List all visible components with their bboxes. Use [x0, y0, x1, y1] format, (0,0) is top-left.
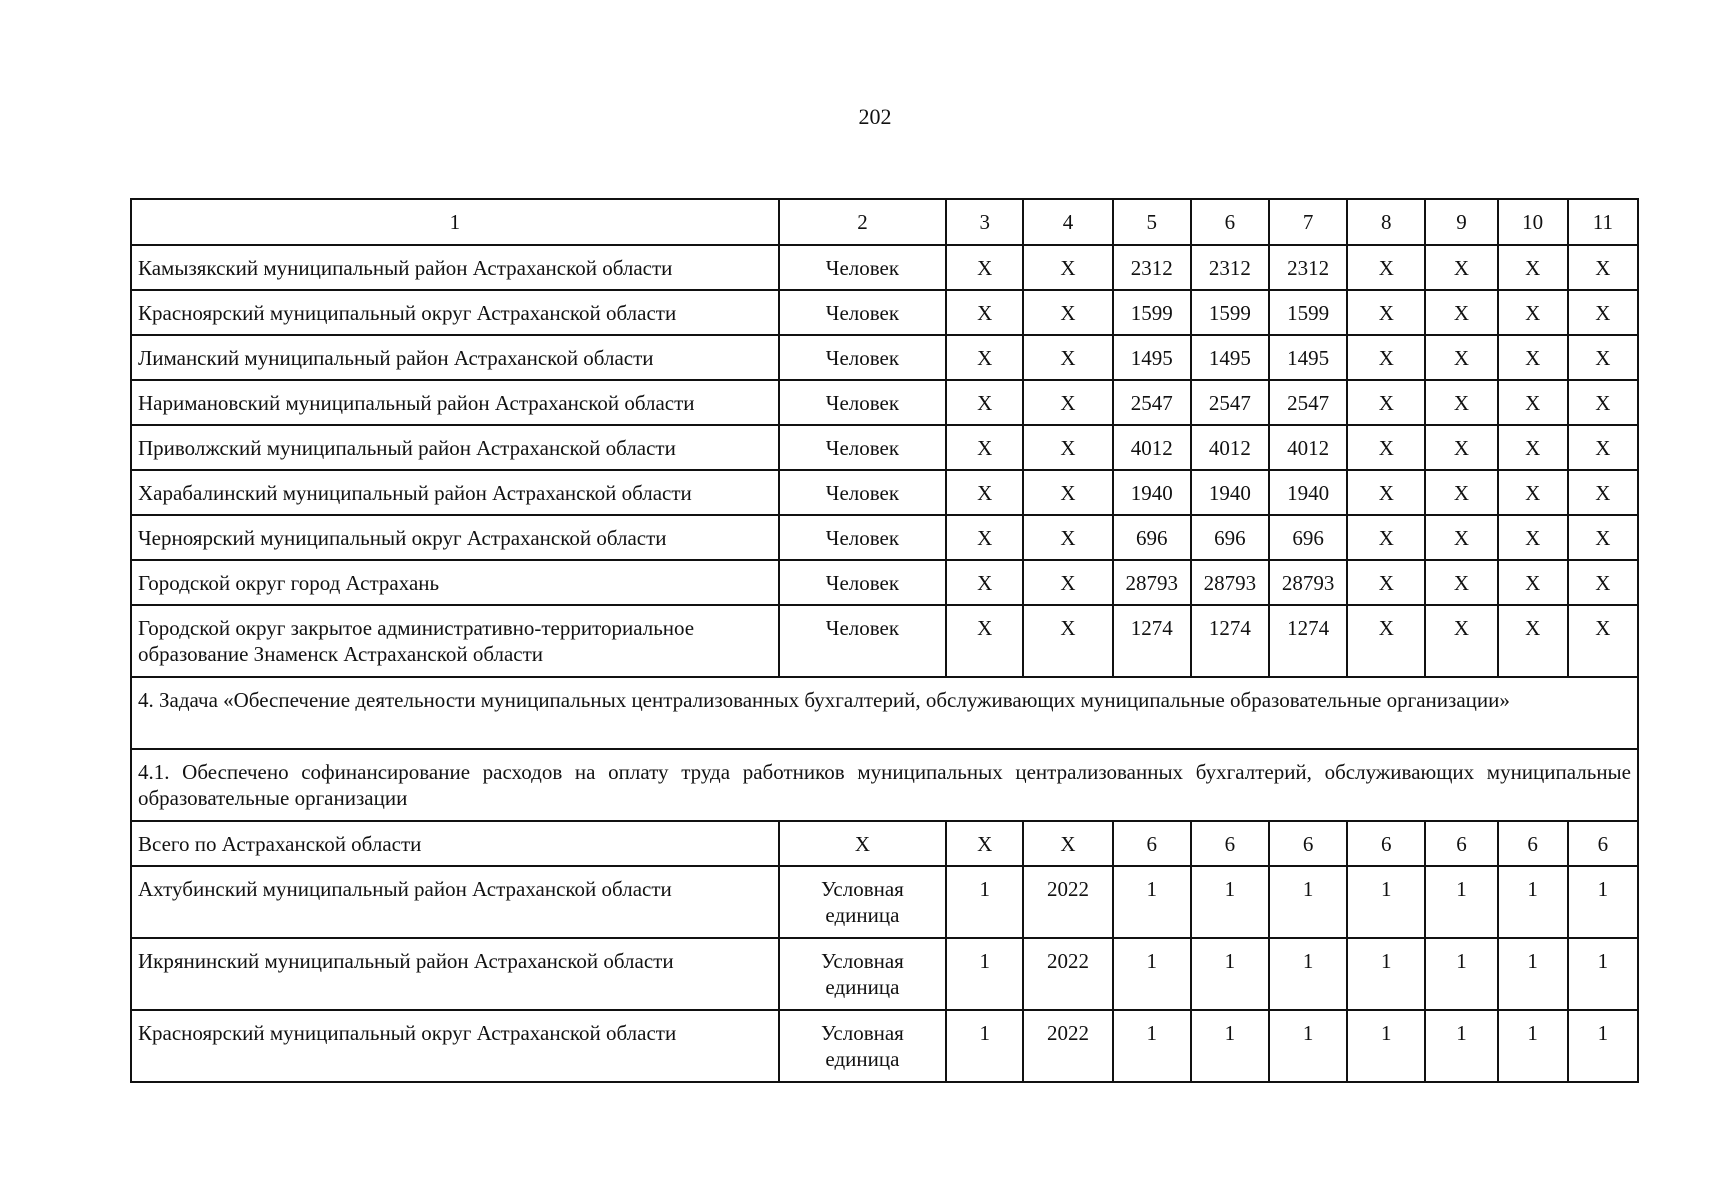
value-cell: 1274 — [1269, 605, 1347, 677]
table-row — [131, 425, 1638, 470]
unit-cell: Человек — [779, 470, 946, 515]
value-cell: 2312 — [1269, 245, 1347, 290]
value-cell: 2547 — [1191, 380, 1269, 425]
value-cell: 2022 — [1023, 866, 1112, 938]
territory-name: Черноярский муниципальный округ Астраханской области — [131, 515, 779, 560]
table-row — [131, 821, 1638, 866]
territory-name: Всего по Астраханской области — [131, 821, 779, 866]
value-cell: 28793 — [1113, 560, 1191, 605]
value-cell: 1 — [1269, 938, 1347, 1010]
value-cell: X — [1425, 560, 1497, 605]
value-cell: X — [1023, 335, 1112, 380]
result-heading-text: 4.1. Обеспечено софинансирование расходов на оплату труда работников муниципальных централизованных бухгалтерий, обслуживающих муниципальные образовательные организации — [131, 749, 1638, 821]
value-cell: X — [1347, 245, 1425, 290]
value-cell: 6 — [1568, 821, 1638, 866]
table-row — [131, 605, 1638, 677]
value-cell: 1495 — [1113, 335, 1191, 380]
value-cell: X — [1023, 470, 1112, 515]
header-cell: 7 — [1269, 199, 1347, 245]
value-cell: 4012 — [1269, 425, 1347, 470]
value-cell: X — [1347, 605, 1425, 677]
value-cell: X — [1498, 290, 1568, 335]
value-cell: X — [946, 821, 1023, 866]
value-cell: 1495 — [1269, 335, 1347, 380]
value-cell: 1940 — [1269, 470, 1347, 515]
value-cell: 1 — [1568, 938, 1638, 1010]
unit-cell: Человек — [779, 335, 946, 380]
value-cell: X — [1425, 380, 1497, 425]
value-cell: X — [946, 245, 1023, 290]
value-cell: 1 — [1568, 1010, 1638, 1082]
territory-name: Городской округ закрытое административно-территориальное образование Знаменск Астраханской области — [131, 605, 779, 677]
unit-cell: Человек — [779, 515, 946, 560]
table-row — [131, 515, 1638, 560]
value-cell: 2312 — [1191, 245, 1269, 290]
territory-name: Харабалинский муниципальный район Астраханской области — [131, 470, 779, 515]
header-cell: 5 — [1113, 199, 1191, 245]
value-cell: 1 — [1191, 938, 1269, 1010]
value-cell: 1599 — [1113, 290, 1191, 335]
value-cell: X — [1023, 821, 1112, 866]
value-cell: X — [1425, 515, 1497, 560]
value-cell: X — [1498, 425, 1568, 470]
unit-cell: Условная единица — [779, 938, 946, 1010]
value-cell: X — [1498, 470, 1568, 515]
value-cell: 1 — [946, 938, 1023, 1010]
territory-name: Красноярский муниципальный округ Астраханской области — [131, 1010, 779, 1082]
header-cell: 10 — [1498, 199, 1568, 245]
value-cell: X — [1347, 560, 1425, 605]
value-cell: X — [946, 605, 1023, 677]
value-cell: X — [1023, 290, 1112, 335]
territory-name: Наримановский муниципальный район Астраханской области — [131, 380, 779, 425]
value-cell: X — [1568, 335, 1638, 380]
table-row — [131, 866, 1638, 938]
value-cell: X — [1498, 560, 1568, 605]
value-cell: X — [946, 470, 1023, 515]
value-cell: X — [1568, 470, 1638, 515]
territory-name: Ахтубинский муниципальный район Астраханской области — [131, 866, 779, 938]
value-cell: 1 — [1347, 1010, 1425, 1082]
unit-cell: Условная единица — [779, 866, 946, 938]
value-cell: 1 — [1347, 866, 1425, 938]
value-cell: 1 — [1191, 866, 1269, 938]
value-cell: X — [1347, 515, 1425, 560]
value-cell: 1 — [1425, 866, 1497, 938]
value-cell: 1940 — [1113, 470, 1191, 515]
table-row — [131, 938, 1638, 1010]
unit-cell: Условная единица — [779, 1010, 946, 1082]
value-cell: X — [946, 290, 1023, 335]
value-cell: 6 — [1425, 821, 1497, 866]
value-cell: 28793 — [1269, 560, 1347, 605]
value-cell: 1940 — [1191, 470, 1269, 515]
value-cell: 1495 — [1191, 335, 1269, 380]
value-cell: X — [1568, 515, 1638, 560]
value-cell: 1 — [946, 1010, 1023, 1082]
territory-name: Приволжский муниципальный район Астраханской области — [131, 425, 779, 470]
value-cell: X — [1498, 605, 1568, 677]
task-heading-text: 4. Задача «Обеспечение деятельности муниципальных централизованных бухгалтерий, обслуживающих муниципальные образовательные организации» — [131, 677, 1638, 749]
value-cell: 1 — [1113, 938, 1191, 1010]
value-cell: X — [946, 425, 1023, 470]
value-cell: 1 — [1568, 866, 1638, 938]
territory-name: Камызякский муниципальный район Астраханской области — [131, 245, 779, 290]
value-cell: 696 — [1269, 515, 1347, 560]
unit-cell: X — [779, 821, 946, 866]
table-row — [131, 290, 1638, 335]
value-cell: X — [1347, 335, 1425, 380]
value-cell: 28793 — [1191, 560, 1269, 605]
page-number: 202 — [858, 104, 892, 129]
header-cell: 6 — [1191, 199, 1269, 245]
header-cell: 9 — [1425, 199, 1497, 245]
header-cell: 3 — [946, 199, 1023, 245]
value-cell: 6 — [1498, 821, 1568, 866]
table-row — [131, 380, 1638, 425]
value-cell: 2312 — [1113, 245, 1191, 290]
value-cell: 2022 — [1023, 1010, 1112, 1082]
territory-name: Лиманский муниципальный район Астраханской области — [131, 335, 779, 380]
value-cell: 1 — [1498, 1010, 1568, 1082]
value-cell: 4012 — [1191, 425, 1269, 470]
value-cell: 1274 — [1191, 605, 1269, 677]
value-cell: 1 — [1498, 938, 1568, 1010]
value-cell: X — [1568, 245, 1638, 290]
value-cell: X — [1425, 245, 1497, 290]
territory-name: Городской округ город Астрахань — [131, 560, 779, 605]
value-cell: X — [1568, 425, 1638, 470]
value-cell: X — [1568, 290, 1638, 335]
value-cell: 696 — [1191, 515, 1269, 560]
value-cell: 1 — [1425, 938, 1497, 1010]
value-cell: 696 — [1113, 515, 1191, 560]
value-cell: X — [1498, 515, 1568, 560]
value-cell: 1599 — [1269, 290, 1347, 335]
header-cell: 4 — [1023, 199, 1112, 245]
value-cell: X — [1568, 605, 1638, 677]
value-cell: 1 — [1191, 1010, 1269, 1082]
table-row — [131, 245, 1638, 290]
value-cell: 1 — [946, 866, 1023, 938]
value-cell: X — [946, 335, 1023, 380]
value-cell: X — [1498, 380, 1568, 425]
territory-name: Красноярский муниципальный округ Астраханской области — [131, 290, 779, 335]
value-cell: 1 — [1113, 1010, 1191, 1082]
value-cell: 2547 — [1269, 380, 1347, 425]
value-cell: X — [1425, 470, 1497, 515]
unit-cell: Человек — [779, 245, 946, 290]
value-cell: X — [1347, 290, 1425, 335]
value-cell: 1 — [1269, 866, 1347, 938]
value-cell: X — [1568, 380, 1638, 425]
territory-name: Икрянинский муниципальный район Астраханской области — [131, 938, 779, 1010]
table-row — [131, 560, 1638, 605]
value-cell: 6 — [1347, 821, 1425, 866]
table-row — [131, 335, 1638, 380]
value-cell: 1599 — [1191, 290, 1269, 335]
value-cell: X — [1498, 335, 1568, 380]
value-cell: X — [1425, 290, 1497, 335]
value-cell: X — [1347, 425, 1425, 470]
value-cell: X — [1347, 470, 1425, 515]
column-number-header — [131, 199, 1638, 245]
unit-cell: Человек — [779, 290, 946, 335]
value-cell: X — [1425, 335, 1497, 380]
value-cell: X — [1023, 425, 1112, 470]
value-cell: X — [1568, 560, 1638, 605]
value-cell: 1 — [1425, 1010, 1497, 1082]
value-cell: 1 — [1347, 938, 1425, 1010]
header-cell: 8 — [1347, 199, 1425, 245]
value-cell: 6 — [1269, 821, 1347, 866]
value-cell: 6 — [1191, 821, 1269, 866]
value-cell: 1274 — [1113, 605, 1191, 677]
task-heading — [131, 677, 1638, 749]
value-cell: 1 — [1113, 866, 1191, 938]
table-row — [131, 1010, 1638, 1082]
header-cell: 1 — [131, 199, 779, 245]
header-cell: 2 — [779, 199, 946, 245]
value-cell: X — [1023, 515, 1112, 560]
unit-cell: Человек — [779, 560, 946, 605]
table-row — [131, 470, 1638, 515]
value-cell: 2022 — [1023, 938, 1112, 1010]
value-cell: X — [1023, 560, 1112, 605]
value-cell: X — [1023, 605, 1112, 677]
value-cell: X — [946, 515, 1023, 560]
value-cell: 6 — [1113, 821, 1191, 866]
value-cell: 1 — [1498, 866, 1568, 938]
value-cell: X — [1023, 245, 1112, 290]
value-cell: X — [1425, 605, 1497, 677]
indicators-table — [130, 198, 1639, 1083]
value-cell: X — [1023, 380, 1112, 425]
value-cell: X — [946, 560, 1023, 605]
value-cell: 2547 — [1113, 380, 1191, 425]
unit-cell: Человек — [779, 425, 946, 470]
unit-cell: Человек — [779, 605, 946, 677]
value-cell: X — [946, 380, 1023, 425]
value-cell: X — [1425, 425, 1497, 470]
value-cell: X — [1347, 380, 1425, 425]
value-cell: 1 — [1269, 1010, 1347, 1082]
value-cell: 4012 — [1113, 425, 1191, 470]
result-heading — [131, 749, 1638, 821]
header-cell: 11 — [1568, 199, 1638, 245]
unit-cell: Человек — [779, 380, 946, 425]
value-cell: X — [1498, 245, 1568, 290]
